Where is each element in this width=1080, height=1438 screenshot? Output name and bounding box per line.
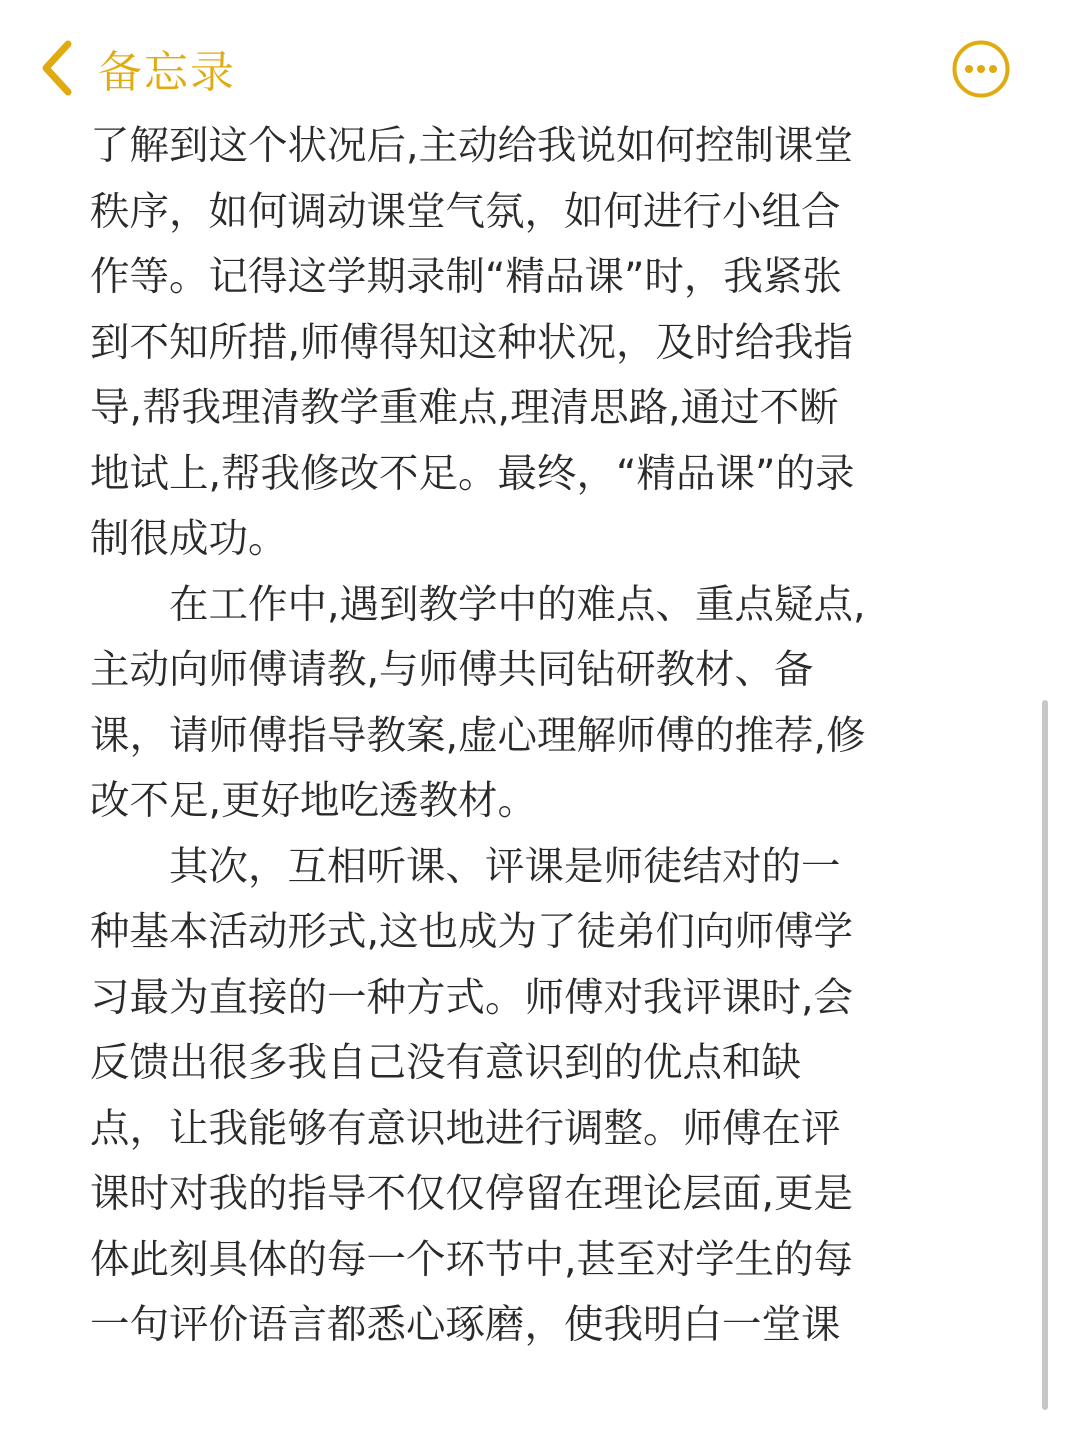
back-label: 备忘录	[98, 47, 236, 98]
back-button[interactable]	[38, 32, 236, 104]
note-line: 其次，互相听课、评课是师徒结对的一	[90, 843, 841, 890]
note-line: 反馈出很多我自己没有意识到的优点和缺	[90, 1040, 801, 1086]
note-line: 课时对我的指导不仅仅停留在理论层面,更是	[90, 1171, 854, 1217]
note-line: 秩序，如何调动课堂气氛，如何进行小组合	[90, 188, 841, 235]
note-line: 点，让我能够有意识地进行调整。师傅在评	[90, 1105, 841, 1152]
more-circle-icon	[951, 39, 1011, 99]
note-body[interactable]	[90, 114, 1000, 1359]
note-line: 到不知所措,师傅得知这种状况，及时给我指	[90, 319, 854, 366]
note-line: 体此刻具体的每一个环节中,甚至对学生的每	[90, 1236, 854, 1283]
note-line: 课，请师傅指导教案,虚心理解师傅的推荐,修	[90, 712, 866, 759]
note-line: 作等。记得这学期录制“精品课”时，我紧张	[90, 254, 842, 300]
note-line: 一句评价语言都悉心琢磨，使我明白一堂课	[90, 1302, 841, 1348]
note-line: 在工作中,遇到教学中的难点、重点疑点,	[90, 581, 866, 628]
note-line: 导,帮我理清教学重难点,理清思路,通过不断	[90, 385, 839, 431]
note-line: 习最为直接的一种方式。师傅对我评课时,会	[90, 974, 854, 1021]
more-button[interactable]	[951, 39, 1011, 99]
chevron-left-icon	[38, 38, 74, 98]
note-line: 地试上,帮我修改不足。最终，“精品课”的录	[90, 450, 855, 497]
note-line: 了解到这个状况后,主动给我说如何控制课堂	[90, 123, 854, 169]
note-line: 改不足,更好地吃透教材。	[90, 778, 538, 824]
scrollbar[interactable]	[1042, 700, 1048, 1410]
note-line: 种基本活动形式,这也成为了徒弟们向师傅学	[90, 909, 854, 955]
note-line: 制很成功。	[90, 516, 288, 562]
note-line: 主动向师傅请教,与师傅共同钻研教材、备	[90, 647, 814, 693]
